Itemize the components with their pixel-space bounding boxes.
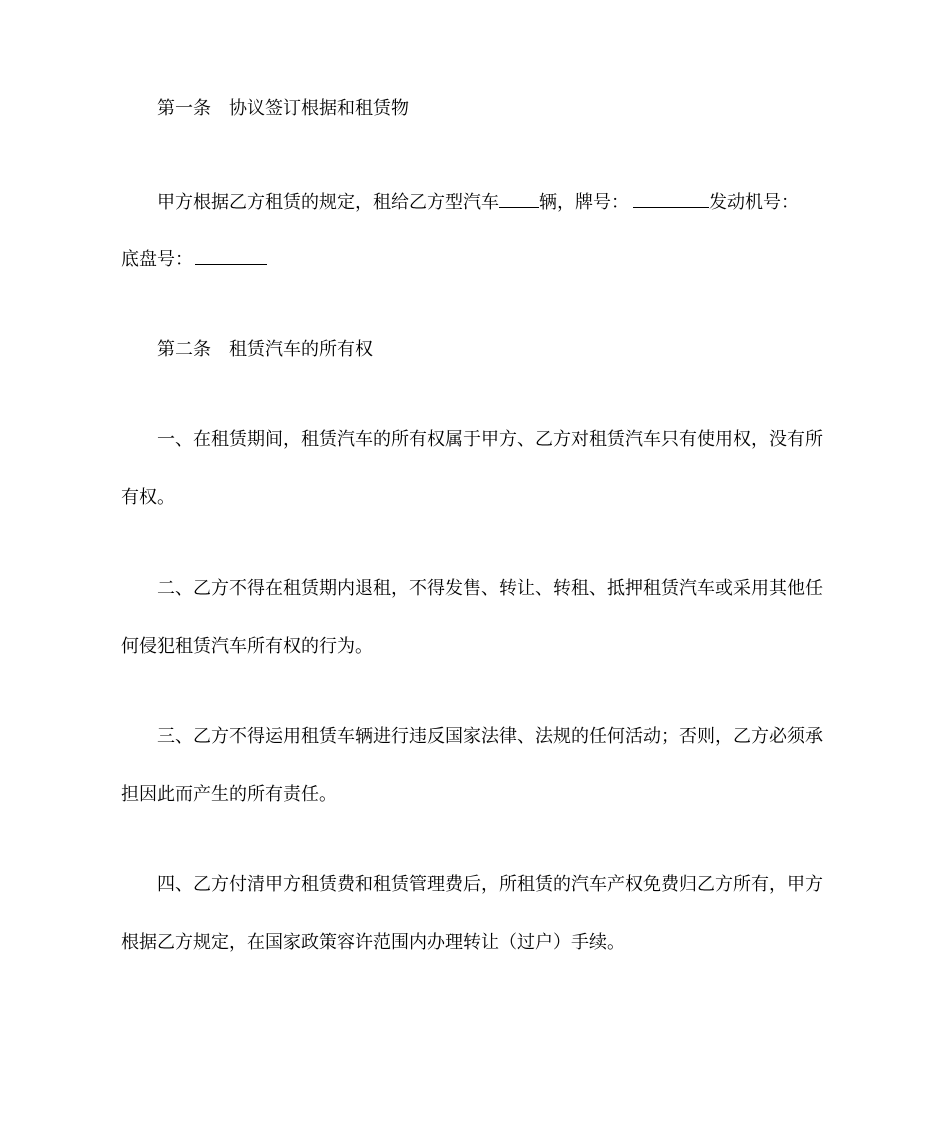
article-2-item-1-line-2: 有权。 [121, 487, 175, 508]
article-2-heading [157, 338, 373, 362]
article-2-item-4-line-1: 四、乙方付清甲方租赁费和租赁管理费后，所租赁的汽车产权免费归乙方所有，甲方 [157, 874, 823, 895]
fill-in-blank-chassis-number [195, 246, 267, 265]
text-segment: 发动机号： [709, 192, 799, 213]
article-2-item-2-line-2: 何侵犯租赁汽车所有权的行为。 [121, 636, 373, 657]
fill-in-blank-quantity [499, 189, 539, 208]
article-2-item-4-line-2: 根据乙方规定，在国家政策容许范围内办理转让（过户）手续。 [121, 932, 625, 953]
text-segment: 辆，牌号： [539, 192, 629, 213]
text-segment: 底盘号： [121, 249, 193, 270]
article-2-number: 第二条 [157, 339, 211, 360]
fill-in-blank-plate-number [633, 189, 709, 208]
article-1-paragraph-line-2 [121, 246, 267, 272]
article-1-number: 第一条 [157, 98, 211, 119]
article-2-item-3-line-1: 三、乙方不得运用租赁车辆进行违反国家法律、法规的任何活动；否则，乙方必须承 [157, 726, 823, 747]
text-segment: 甲方根据乙方租赁的规定，租给乙方型汽车 [157, 192, 499, 213]
article-2-item-2-line-1: 二、乙方不得在租赁期内退租，不得发售、转让、转租、抵押租赁汽车或采用其他任 [157, 578, 823, 599]
article-2-title: 租赁汽车的所有权 [229, 339, 373, 360]
article-2-item-1-line-1: 一、在租赁期间，租赁汽车的所有权属于甲方、乙方对租赁汽车只有使用权，没有所 [157, 429, 823, 450]
article-1-title: 协议签订根据和租赁物 [229, 98, 409, 119]
article-1-paragraph-line-1 [157, 189, 799, 215]
article-1-heading [157, 97, 409, 121]
article-2-item-3-line-2: 担因此而产生的所有责任。 [121, 784, 337, 805]
